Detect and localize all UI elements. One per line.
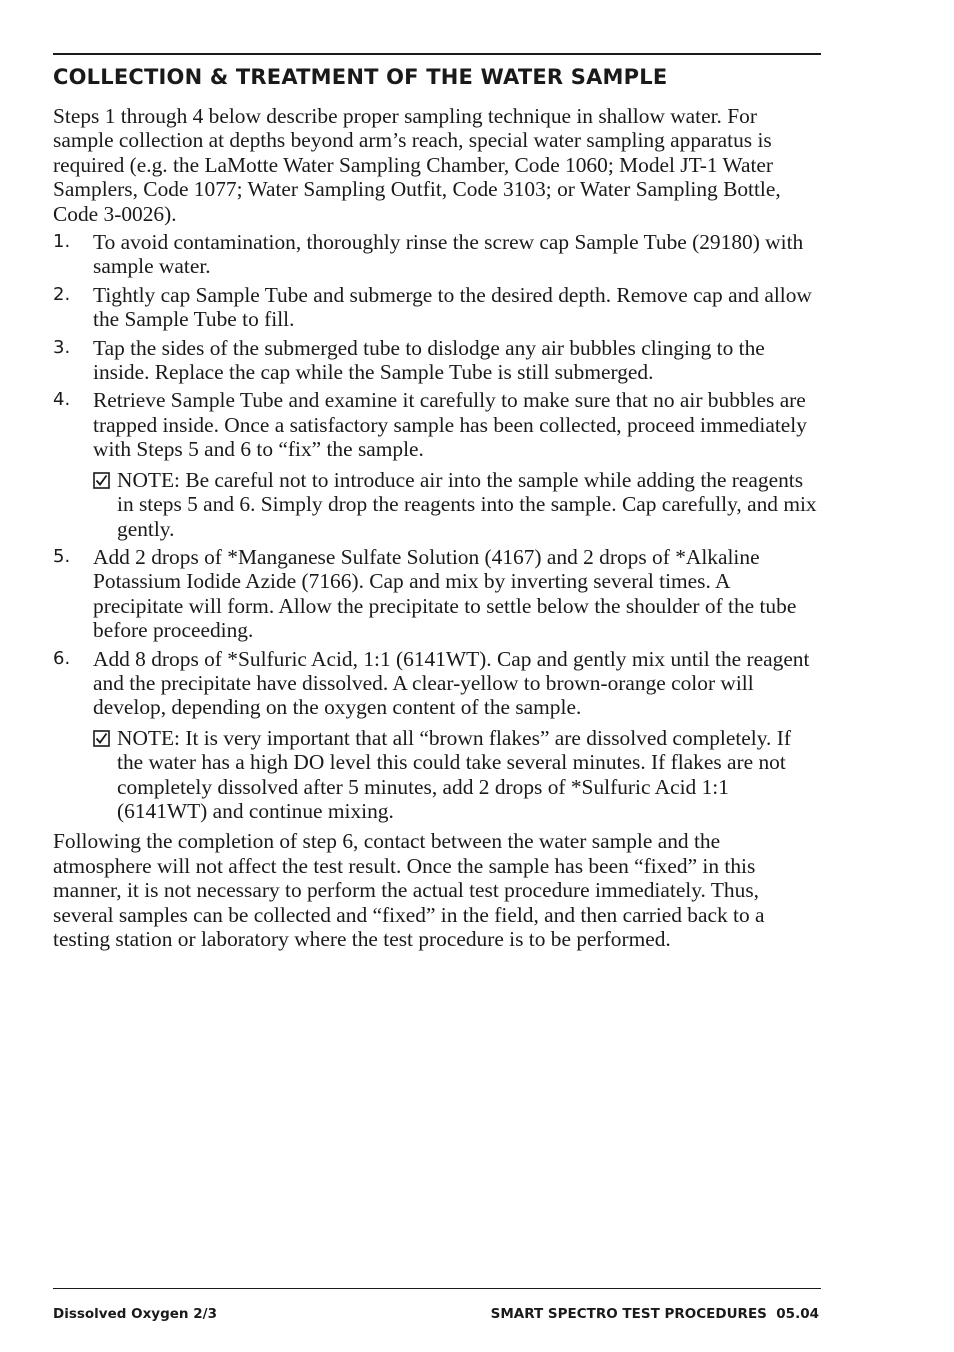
step-text: Add 8 drops of *Sulfuric Acid, 1:1 (6141WT). Cap and gently mix until the reagent and the precipitate have dissolved. A clear-yellow to brown-orange color will develop, depending on the oxygen content of the sample. <box>93 646 810 720</box>
step-text: Tightly cap Sample Tube and submerge to the desired depth. Remove cap and allow the Sample Tube to fill. <box>93 282 812 332</box>
step-number: 5. <box>53 545 71 567</box>
step-number: 3. <box>53 336 71 358</box>
step-text: Retrieve Sample Tube and examine it carefully to make sure that no air bubbles are trapped inside. Once a satisfactory sample has been collected, proceed immediately with Steps 5 and 6 to “fix” the sample. <box>93 388 807 462</box>
document-body <box>53 104 821 951</box>
checked-box-icon <box>93 472 110 489</box>
footer-section-label: Dissolved Oxygen 2/3 <box>53 1306 217 1322</box>
procedure-step-4 <box>53 388 821 540</box>
procedure-step-5 <box>53 545 821 643</box>
procedure-step-2 <box>53 283 821 332</box>
checked-box-icon <box>93 730 110 747</box>
procedure-step-1 <box>53 230 821 279</box>
step-text: Tap the sides of the submerged tube to dislodge any air bubbles clinging to the inside. Replace the cap while the Sample Tube is still submerged. <box>93 335 765 385</box>
step-number: 6. <box>53 647 71 669</box>
step-number: 4. <box>53 389 71 411</box>
step-6-note <box>93 726 821 824</box>
document-page <box>53 0 821 1352</box>
step-text: Add 2 drops of *Manganese Sulfate Solution (4167) and 2 drops of *Alkaline Potassium Iodide Azide (7166). Cap and mix by inverting several times. A precipitate will form. Allow the precipitate to settle below the shoulder of the tube before proceeding. <box>93 544 797 643</box>
step-4-note <box>93 468 821 541</box>
step-text: To avoid contamination, thoroughly rinse the screw cap Sample Tube (29180) with sample water. <box>93 230 804 279</box>
footer-divider <box>53 1288 821 1289</box>
procedure-step-6 <box>53 647 821 824</box>
procedure-steps <box>53 230 821 823</box>
step-number: 1. <box>53 231 71 253</box>
intro-paragraph: Steps 1 through 4 below describe proper sampling technique in shallow water. For sample collection at depths beyond arm’s reach, special water sampling apparatus is required (e.g. the LaMotte Water Sampling Chamber, Code 1060; Model JT-1 Water Samplers, Code 1077; Water Sampling Outfit, Code 3103; or Water Sampling Bottle, Code 3-0026). <box>53 104 781 226</box>
note-text: NOTE: Be careful not to introduce air into the sample while adding the reagents in steps 5 and 6. Simply drop the reagents into the sample. Cap carefully, and mix gently. <box>117 467 817 541</box>
note-text: NOTE: It is very important that all “brown flakes” are dissolved completely. If the water has a high DO level this could take several minutes. If flakes are not completely dissolved after 5 minutes, add 2 drops of *Sulfuric Acid 1:1 (6141WT) and continue mixing. <box>117 725 791 823</box>
section-heading: COLLECTION & TREATMENT OF THE WATER SAMPLE <box>53 65 668 89</box>
procedure-step-3 <box>53 336 821 385</box>
closing-paragraph: Following the completion of step 6, contact between the water sample and the atmosphere will not affect the test result. Once the sample has been “fixed” in this manner, it is not necessary to perform the actual test procedure immediately. Thus, several samples can be collected and “fixed” in the field, and then carried back to a testing station or laboratory where the test procedure is to be performed. <box>53 829 765 951</box>
top-divider <box>53 53 821 55</box>
step-number: 2. <box>53 283 71 305</box>
footer-document-title: SMART SPECTRO TEST PROCEDURES 05.04 <box>490 1306 819 1322</box>
